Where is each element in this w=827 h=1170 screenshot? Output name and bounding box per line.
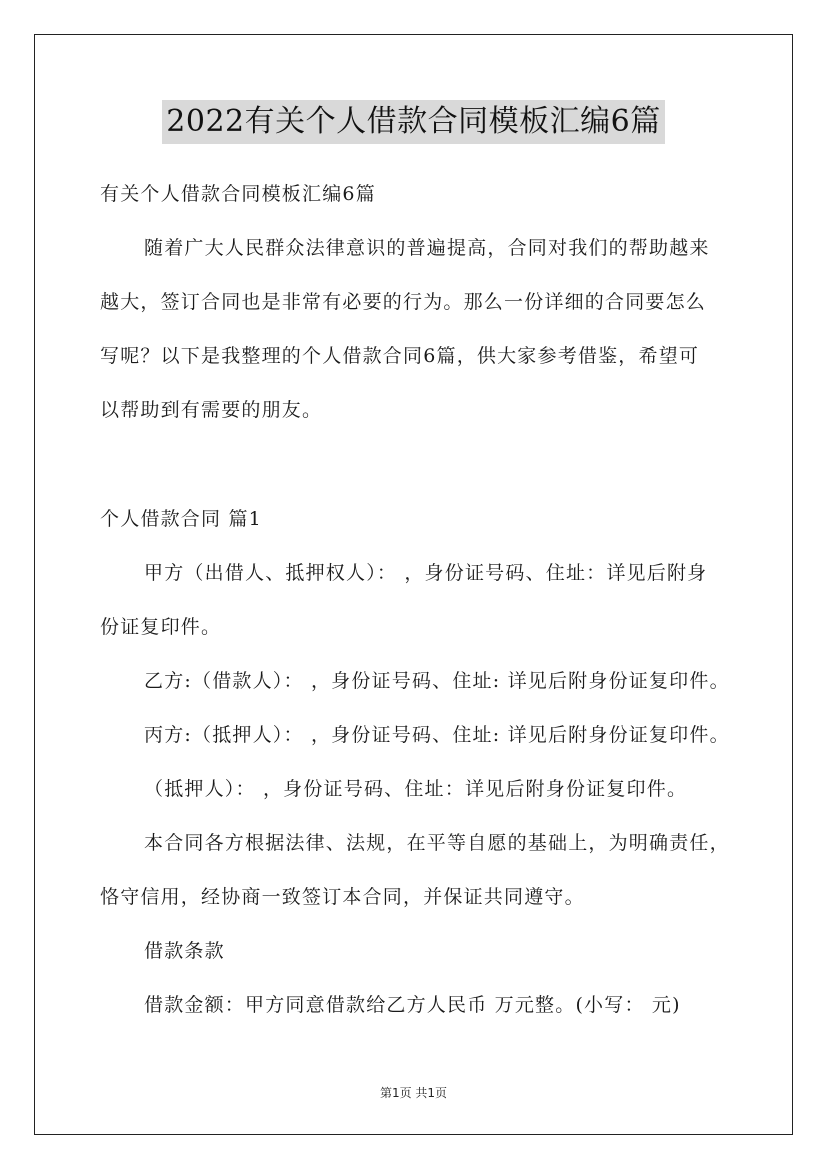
intro-line-1: 随着广大人民群众法律意识的普遍提高，合同对我们的帮助越来 bbox=[144, 237, 710, 259]
party-d-line: （抵押人）： ，身份证号码、住址：详见后附身份证复印件。 bbox=[144, 778, 688, 800]
party-c-line: 丙方:（抵押人）： ，身份证号码、住址: 详见后附身份证复印件。 bbox=[144, 724, 730, 746]
party-b-line: 乙方:（借款人）： ，身份证号码、住址: 详见后附身份证复印件。 bbox=[144, 670, 730, 692]
page-footer: 第1页 共1页 bbox=[379, 1086, 448, 1100]
agreement-line-1: 本合同各方根据法律、法规，在平等自愿的基础上，为明确责任， bbox=[144, 832, 730, 854]
document-title: 2022有关个人借款合同模板汇编6篇 bbox=[162, 100, 664, 144]
title-wrapper bbox=[0, 100, 827, 144]
intro-line-2: 越大，签订合同也是非常有必要的行为。那么一份详细的合同要怎么 bbox=[100, 291, 707, 313]
section-heading: 个人借款合同 篇1 bbox=[100, 508, 262, 530]
agreement-line-2: 恪守信用，经协商一致签订本合同，并保证共同遵守。 bbox=[100, 886, 585, 908]
party-a-line-1: 甲方（出借人、抵押权人）： ，身份证号码、住址：详见后附身 bbox=[144, 562, 708, 584]
intro-line-4: 以帮助到有需要的朋友。 bbox=[100, 399, 323, 421]
intro-line-3: 写呢？以下是我整理的个人借款合同6篇，供大家参考借鉴，希望可 bbox=[100, 345, 700, 367]
document-subtitle: 有关个人借款合同模板汇编6篇 bbox=[100, 183, 376, 205]
party-a-line-2: 份证复印件。 bbox=[100, 616, 222, 638]
clause-heading: 借款条款 bbox=[144, 940, 225, 962]
loan-amount-line: 借款金额：甲方同意借款给乙方人民币 万元整。(小写： 元) bbox=[144, 994, 681, 1016]
